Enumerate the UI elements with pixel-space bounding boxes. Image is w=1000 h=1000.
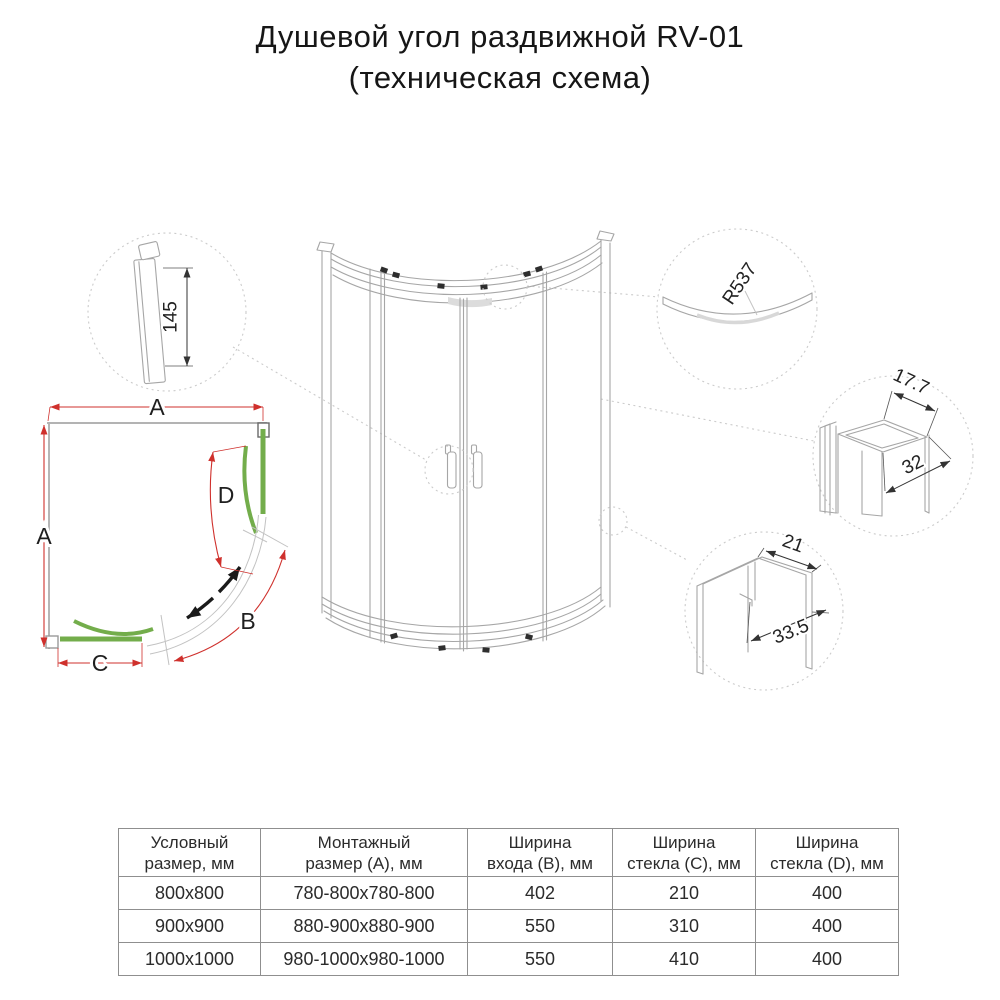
column-header-glass-c <box>613 829 756 877</box>
column-header-line: Ширина <box>795 832 859 852</box>
spec-cell: 210 <box>613 877 756 910</box>
spec-cell: 400 <box>756 877 899 910</box>
column-header-line: входа (В), мм <box>486 853 593 873</box>
column-header-line: размер, мм <box>144 853 235 873</box>
plan-door-track <box>147 515 288 665</box>
spec-header-row <box>119 829 899 877</box>
wall-profile-depth-value: 33.5 <box>769 615 813 649</box>
spec-cell: 310 <box>613 910 756 943</box>
spec-row-1000 <box>119 943 899 976</box>
column-header-size <box>119 829 261 877</box>
wall-profile-drawing <box>697 557 812 674</box>
spec-cell: 550 <box>468 943 613 976</box>
plan-wall-bracket-bottom <box>46 636 58 648</box>
left-handle <box>448 452 457 488</box>
detail-circle <box>813 376 973 536</box>
detail-radius <box>657 229 817 389</box>
right-handle <box>474 452 483 488</box>
column-header-line: Ширина <box>652 832 716 852</box>
radius-value: R537 <box>718 259 762 309</box>
dimension-b <box>174 550 285 661</box>
detail-wall-profile <box>685 531 843 690</box>
column-header-line: стекла (D), мм <box>770 853 884 873</box>
label-a-top: A <box>149 394 165 420</box>
plan-view <box>36 394 288 676</box>
label-b: B <box>240 608 256 634</box>
sliding-door-d <box>244 446 256 533</box>
spec-cell: 880-900x880-900 <box>261 910 468 943</box>
spec-cell: 550 <box>468 910 613 943</box>
spec-row-800 <box>119 877 899 910</box>
sliding-door-c <box>74 621 153 634</box>
spec-row-900 <box>119 910 899 943</box>
wall-profile-depth-dimension <box>747 602 829 649</box>
dimension-d <box>210 446 253 574</box>
spec-cell: 400 <box>756 943 899 976</box>
handle-height-dimension <box>161 268 194 366</box>
frame-posts <box>317 231 614 618</box>
glass-panel-edges <box>370 269 547 651</box>
spec-table <box>118 828 899 976</box>
spec-cell: 402 <box>468 877 613 910</box>
spec-cell: 780-800x780-800 <box>261 877 468 910</box>
column-header-line: размер (А), мм <box>305 853 423 873</box>
handle-height-value: 145 <box>160 301 182 333</box>
column-header-line: Условный <box>150 832 229 852</box>
dimension-c <box>58 643 142 676</box>
door-rollers <box>380 265 543 652</box>
spec-cell: 900x900 <box>119 910 261 943</box>
label-d: D <box>217 482 235 508</box>
label-c: C <box>91 650 109 676</box>
detail-handle <box>88 233 246 391</box>
title-line-2: (техническая схема) <box>348 60 652 95</box>
column-header-line: Ширина <box>508 832 572 852</box>
plan-glass-panels <box>60 429 263 639</box>
column-header-line: стекла (С), мм <box>627 853 741 873</box>
spec-cell: 400 <box>756 910 899 943</box>
spec-cell: 980-1000x980-1000 <box>261 943 468 976</box>
column-header-mount-size <box>261 829 468 877</box>
detail-circle <box>685 532 843 690</box>
profile-depth-value: 17.7 <box>889 364 933 400</box>
spec-cell: 800x800 <box>119 877 261 910</box>
profile-width-value: 32 <box>898 450 928 480</box>
front-view <box>317 231 627 653</box>
leader-lines <box>233 286 814 560</box>
column-header-entry-width <box>468 829 613 877</box>
label-a-left: A <box>36 523 52 549</box>
profile-depth-dimension <box>884 365 938 436</box>
dimension-a-top <box>48 394 263 421</box>
title-line-1: Душевой угол раздвижной RV-01 <box>255 19 745 54</box>
column-header-line: Монтажный <box>317 832 411 852</box>
detail-top-profile <box>813 365 973 536</box>
spec-cell: 1000x1000 <box>119 943 261 976</box>
top-rail <box>331 241 602 307</box>
column-header-glass-d <box>756 829 899 877</box>
wall-profile-width-value: 21 <box>779 530 807 558</box>
spec-cell: 410 <box>613 943 756 976</box>
